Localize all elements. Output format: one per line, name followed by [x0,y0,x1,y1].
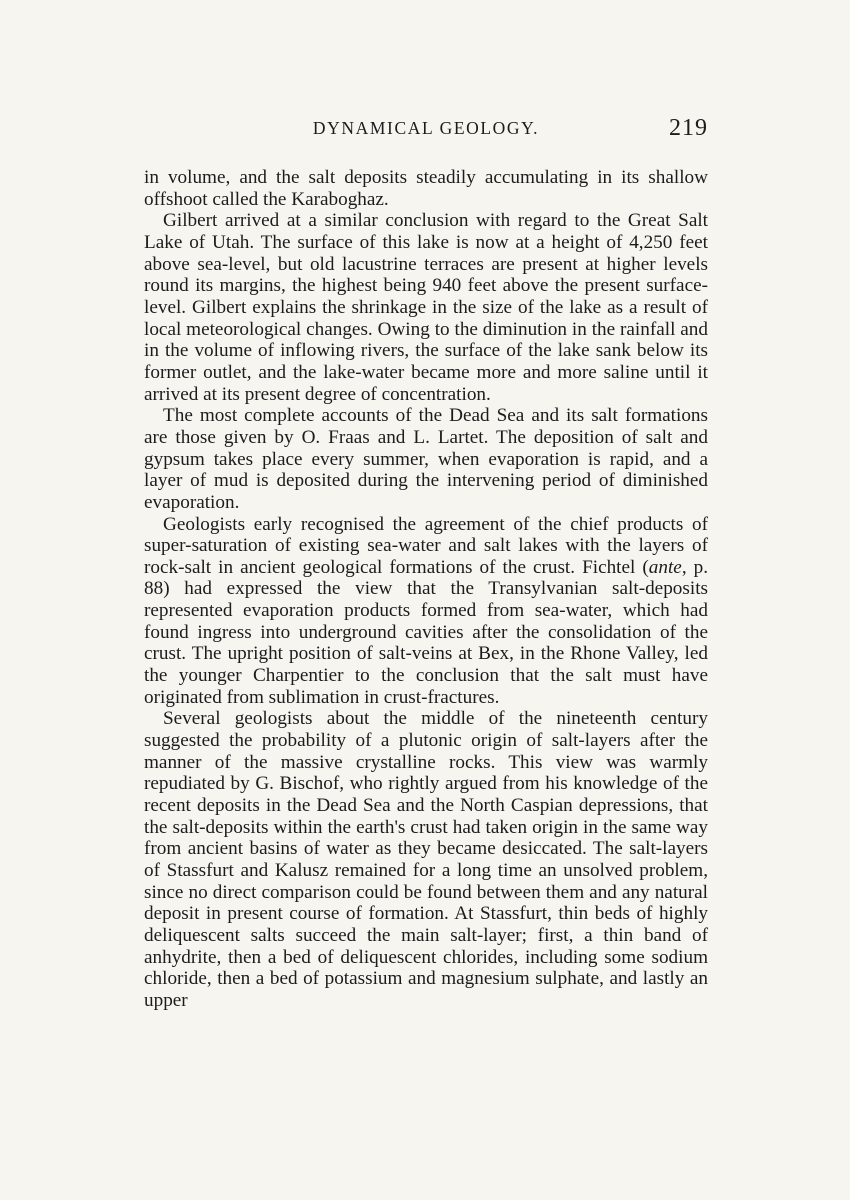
paragraph-dead-sea: The most complete accounts of the Dead Sea and its salt formations are those given by O. Fraas and L. Lartet. The deposition of salt and gypsum takes place every summer, when evaporation is rapid, and a layer of mud is deposited during the intervening period of diminished evaporation. [144,405,708,513]
body-text [144,167,708,1012]
paragraph-rock-salt-origins [144,514,708,709]
citation-italic-ante: ante [648,556,682,578]
paragraph-continued: in volume, and the salt deposits steadily accumulating in its shallow offshoot called the Karaboghaz. [144,167,708,210]
page-number: 219 [669,115,708,141]
running-head-title: DYNAMICAL GEOLOGY. [312,118,540,138]
paragraph-great-salt-lake: Gilbert arrived at a similar conclusion with regard to the Great Salt Lake of Utah. The surface of this lake is now at a height of 4,250 feet above sea-level, but old lacustrine terraces are present at higher levels round its margins, the highest being 940 feet above the present surface-level. Gilbert explains the shrinkage in the size of the lake as a result of local meteorological changes. Owing to the diminution in the rainfall and in the volume of inflowing rivers, the surface of the lake sank below its former outlet, and the lake-water became more and more saline until it arrived at its present degree of concentration. [144,210,708,405]
running-head [144,115,708,148]
paragraph-text-after-citation: , p. 88) had expressed the view that the Transylvanian salt-deposits represented evaporation products formed from sea-water, which had found ingress into underground cavities after the consolidation of the crust. The upright position of salt-veins at Bex, in the Rhone Valley, led the younger Charpentier to the conclusion that the salt must have originated from sublimation in crust-fractures. [144,556,709,708]
paragraph-text-before-citation: Geologists early recognised the agreement of the chief products of super-saturation of existing sea-water and salt lakes with the layers of rock-salt in ancient geological formations of the crust. Fichtel ( [144,513,708,578]
paragraph-plutonic-origin: Several geologists about the middle of the nineteenth century suggested the probability of a plutonic origin of salt-layers after the manner of the massive crystalline rocks. This view was warmly repudiated by G. Bischof, who rightly argued from his knowledge of the recent deposits in the Dead Sea and the North Caspian depressions, that the salt-deposits within the earth's crust had taken origin in the same way from ancient basins of water as they became desiccated. The salt-layers of Stassfurt and Kalusz remained for a long time an unsolved problem, since no direct comparison could be found between them and any natural deposit in present course of formation. At Stassfurt, thin beds of highly deliquescent salts succeed the main salt-layer; first, a thin band of anhydrite, then a bed of deliquescent chlorides, including some sodium chloride, then a bed of potassium and magnesium sulphate, and lastly an upper [144,708,708,1011]
